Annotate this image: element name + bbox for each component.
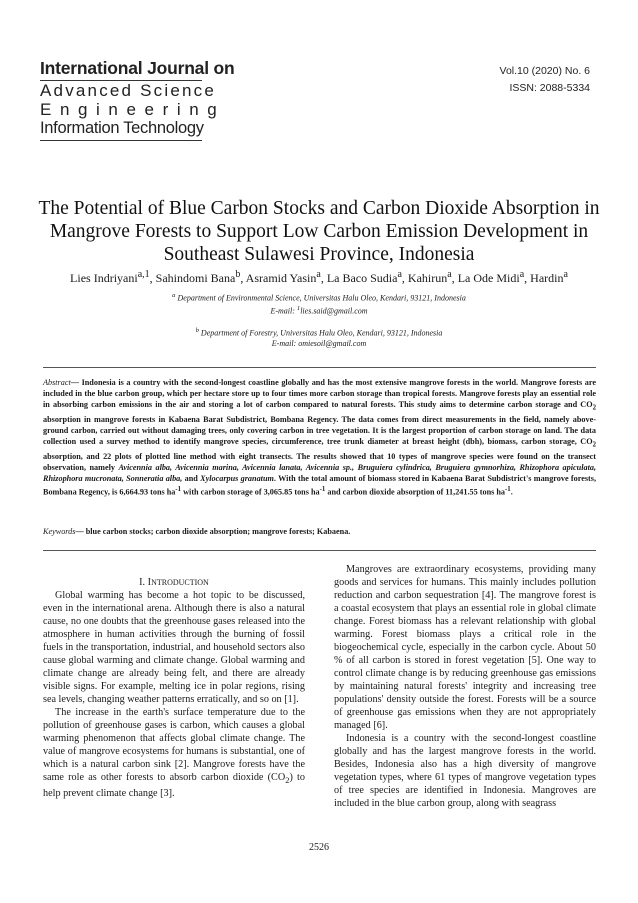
email-address[interactable]: E-mail: omiesoil@gmail.com (271, 339, 367, 349)
journal-rule-bottom (40, 140, 202, 141)
paragraph (43, 706, 305, 800)
subscript: 2 (285, 775, 290, 786)
author: Sahindomi Bana (155, 271, 236, 285)
author: Asramid Yasin (245, 271, 317, 285)
keywords-dash: — (75, 527, 86, 536)
paper-title: The Potential of Blue Carbon Stocks and Carbon Dioxide Absorption in Mangrove Forests to Support Low Carbon Emission Development in Southeast Sulawesi Province, Indonesia (38, 198, 600, 265)
affil-text: Department of Forestry, Universitas Halu Oleo, Kendari, 93121, Indonesia (198, 328, 443, 338)
section-number: I. (139, 577, 148, 588)
author-sup: a (397, 269, 402, 280)
superscript: -1 (319, 486, 326, 494)
abstract (43, 377, 596, 498)
abstract-text: and carbon dioxide absorption of 11,241.55 tons ha (325, 487, 506, 497)
keywords (43, 526, 596, 537)
affil-sup: a (172, 292, 176, 299)
section-title-first: I (147, 577, 152, 588)
journal-name-line2: Advanced Science (40, 81, 217, 100)
author: La Ode Midi (457, 271, 520, 285)
column-right (334, 563, 596, 810)
section-title-rest: NTRODUCTION (151, 578, 209, 587)
affiliation-b (60, 326, 578, 350)
author: Hardin (530, 271, 564, 285)
abstract-dash: — (70, 378, 82, 387)
species-last: Xylocarpus granatum (200, 474, 274, 484)
volume-number: Vol.10 (2020) No. 6 (499, 65, 590, 77)
abstract-text: and (182, 474, 201, 484)
affil-sup: b (195, 327, 199, 334)
divider (43, 367, 596, 368)
author-sup: b (235, 269, 241, 280)
superscript: -1 (175, 486, 182, 494)
journal-name-line4: Information Technology (40, 119, 204, 137)
paragraph-text: The increase in the earth's surface temperature due to the pollution of greenhouse gases is carbon, which causes a global warming phenomenon that affects global climate change. The value of mangrove ecosystems for humans is substantial, one of which is a natural carbon sink [2]. Mangrove forests have the same role as other forests to absorb carbon dioxide (CO (43, 707, 305, 783)
author-sup: a,1 (137, 269, 150, 280)
email-sup: 1 (296, 305, 301, 313)
abstract-text: with carbon storage of 3,065.85 tons ha (181, 487, 320, 497)
keywords-label: Keywords (43, 527, 76, 536)
author: La Baco Sudia (326, 271, 398, 285)
abstract-text: . With the total amount of biomass stored in Kabaena Barat Subdistrict's mangrove forests, Bombana Regency, is 6,664.93 tons ha (43, 474, 597, 497)
section-title (43, 576, 305, 589)
abstract-text: absorption, and 22 plots of plotted line method with eight transects. The results showed that 10 types of mangrove species were found on the transect observation, namely (43, 451, 596, 472)
divider (43, 550, 596, 551)
paragraph: Global warming has become a hot topic to be discussed, even in the international arena. Although there is also a natural cause, no one doubts that the greenhouse gases released into the atmosphere in human activities through the burning of fossil fuels in the transportation, industrial, and household sectors also cause global warming and climate change. Global warming and climate change are already being felt, and there are already visible signs. For example, melting ice in polar regions, rising sea levels, changing weather patterns erratically, and so on [1]. (43, 590, 305, 705)
subscript: 2 (592, 441, 596, 449)
author-sup: a (563, 269, 568, 280)
abstract-text: . (510, 487, 513, 497)
species-list: Avicennia alba, Avicennia marina, Avicennia lanata, Avicennia sp., Bruguiera cylindrica, Bruguiera gymnorhiza, Rhizophora apiculata, Rhizophora mucronata, Sonneratia alba, (43, 462, 596, 484)
abstract-text: absorption in mangrove forests in Kabaena Barat Subdistrict, Bombana Regency. The data comes from direct measurements in the field, namely above-ground carbon, carried out without damaging trees, only covering carbon in tree vegetation. It is the largest proportion of carbon storage on land. The data collection used a survey method to identify mangrove species, circumference, tree trunk diameter at breast height (dbh), biomass, carbon storage, CO (43, 414, 596, 447)
paragraph: Indonesia is a country with the second-longest coastline globally and has the largest mangrove forests in the world. Besides, Indonesia also has a high diversity of mangrove vegetation types, where 61 types of mangrove vegetation types of tree species are identified in Indonesia. Mangroves are included in the blue carbon group, along with seagrass (334, 733, 596, 809)
page-number: 2526 (309, 842, 329, 853)
volume-info (500, 63, 590, 97)
affiliation-a (60, 291, 578, 317)
author: Kahirun (407, 271, 448, 285)
journal-logo (40, 58, 235, 141)
paragraph-text: ) to help prevent climate change [3]. (43, 772, 305, 800)
subscript: 2 (592, 404, 596, 412)
email-prefix: E-mail: (270, 306, 297, 316)
author-sup: a (316, 269, 321, 280)
journal-name-line3: Engineering (40, 100, 226, 119)
superscript: -1 (505, 486, 511, 494)
abstract-text: Indonesia is a country with the second-longest coastline globally and has the most extensive mangrove forests in the world. Mangrove forests are included in the blue carbon group, which per hectare store up to four times more carbon storage than tropical forests. Mangrove forests play an essential role in absorbing carbon emissions in the air and storing a lot of carbon compared to natural forests. This study aims to determine carbon storage and CO (43, 378, 596, 410)
paragraph: Mangroves are extraordinary ecosystems, providing many goods and services for humans. This mainly includes pollution reduction and carbon sequestration [4]. The mangrove forest is a coastal ecosystem that plays an essential role in global climate change. Forest biomass has a relevant relationship with global warming. Forest biomass plays a critical role in the biogeochemical cycle, especially in the carbon cycle. About 50 % of all carbon is stored in forest vegetation [5]. One way to control climate change is by reducing greenhouse gas emissions by maintaining natural forests' integrity and increasing tree populations' density outside the forest. Forests will be a source of greenhouse gas emissions when they are not appropriately managed [6]. (334, 564, 596, 731)
keywords-text: blue carbon stocks; carbon dioxide absorption; mangrove forests; Kabaena. (85, 527, 351, 536)
issn: ISSN: 2088-5334 (509, 82, 590, 94)
journal-name-line1: International Journal on (40, 58, 235, 78)
abstract-label: Abstract (43, 378, 71, 387)
author-sup: a (519, 269, 525, 280)
author-sup: a (447, 269, 452, 280)
author-list: Lies Indriyani$^{a,1}$, Sahindomi Bana$^b$, Asramid Yasin$^a$, La Baco Sudia$^a$, Kahirun$^a$, La Ode Midi$^a$, Hardin$^a$ (70, 269, 568, 285)
author: Lies Indriyani (70, 271, 138, 285)
column-left (43, 576, 305, 800)
affil-text: Department of Environmental Science, Universitas Halu Oleo, Kendari, 93121, Indonesia (175, 293, 466, 303)
email-address[interactable]: lies.said@gmail.com (300, 306, 368, 316)
